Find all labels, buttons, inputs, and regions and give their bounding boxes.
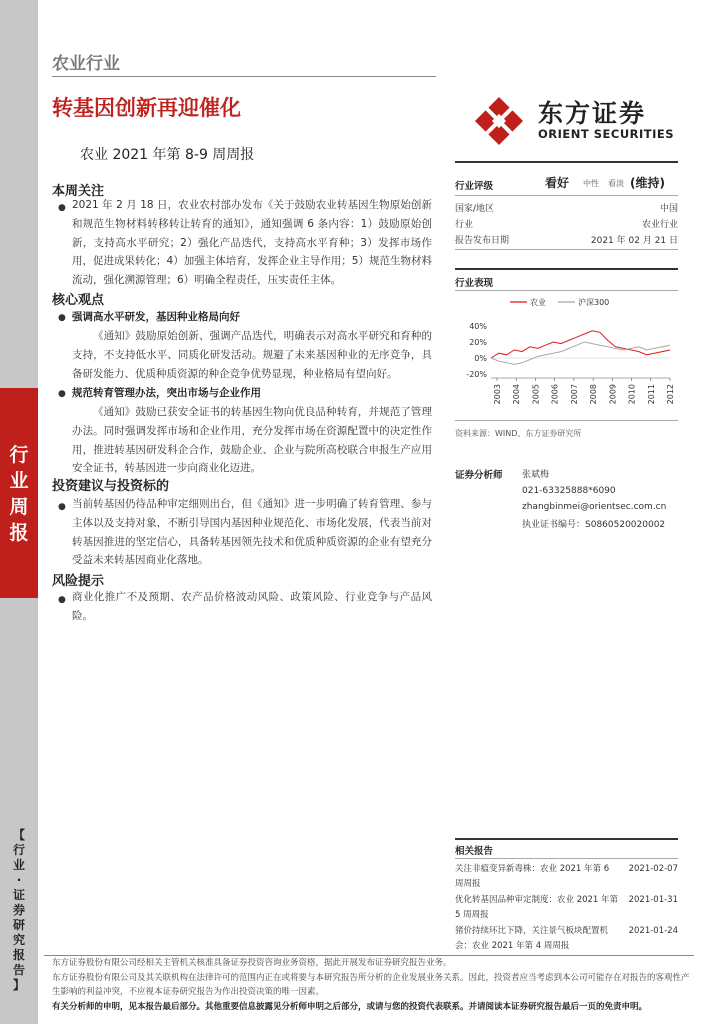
row-value: 中国 xyxy=(659,204,678,214)
y-tick-label: 40% xyxy=(469,322,487,331)
vertical-sub-char: 究 xyxy=(12,933,25,947)
rating-top-rule xyxy=(455,161,678,163)
x-tick-label: 2012 xyxy=(666,384,675,405)
vertical-sub-char: 研 xyxy=(12,918,25,932)
analyst-email[interactable]: zhangbinmei@orientsec.com.cn xyxy=(522,502,667,512)
x-tick-label: 2009 xyxy=(608,384,618,405)
related-item-title[interactable]: 猪价持续环比下降，关注景气板块配置机会：农业 2021 年第 4 周周报 xyxy=(455,926,609,951)
side-strip-top xyxy=(0,0,38,388)
vertical-report-category xyxy=(2,828,36,993)
rating-divider xyxy=(455,195,678,196)
page-subtitle: 农业 2021 年第 8-9 周周报 xyxy=(80,147,255,163)
related-top-rule xyxy=(455,838,678,840)
rating-maintain: (维持) xyxy=(630,176,665,190)
invest-text: 当前转基因仍待品种审定细则出台，但《通知》进一步明确了转育管理、参与主体以及支持对象，不断引导国内基因种业规范化、市场化发展，代表当前对转基因推进的坚定信心，具备转基因领先技术和优质种质资源的企业有望充分受益未来转基因商业化落地。 xyxy=(72,498,432,567)
analyst-cert: 执业证书编号：S0860520020002 xyxy=(522,520,666,530)
series-line xyxy=(491,331,670,358)
logo-name-en: ORIENT SECURITIES xyxy=(538,127,675,141)
related-item-date: 2021-01-31 xyxy=(628,895,678,905)
row-value: 农业行业 xyxy=(641,220,678,230)
vertical-sub-char: 【 xyxy=(12,828,25,842)
y-tick-label: 20% xyxy=(469,338,487,347)
x-tick-label: 2008 xyxy=(589,384,599,405)
x-tick-label: 2004 xyxy=(512,384,522,405)
bullet-dot: ● xyxy=(58,389,66,399)
bullet-dot: ● xyxy=(58,502,66,512)
x-tick-label: 2005 xyxy=(531,384,541,405)
core-point1-title: 强调高水平研发，基因种业格局向好 xyxy=(72,311,240,323)
vertical-char: 周 xyxy=(9,496,29,518)
related-item-title[interactable]: 优化转基因品种审定制度：农业 2021 年第 5 周周报 xyxy=(455,895,619,920)
row-value: 2021 年 02 月 21 日 xyxy=(590,236,678,246)
analyst-name: 张斌梅 xyxy=(522,470,550,480)
rating-bearish: 看淡 xyxy=(608,179,624,188)
vertical-char: 行 xyxy=(9,444,29,466)
core-point1-text: 《通知》鼓励原始创新、强调产品迭代，明确表示对高水平研究和育种的支持，不支持低水平、同质化研发活动。规避了未来基因种业的无序竞争，具备研发能力、优质种质资源的种企竞争优势显现，种业格局有望向好。 xyxy=(72,330,432,380)
section-week-focus: 本周关注 xyxy=(52,184,105,199)
chart-bottom-rule xyxy=(455,420,678,421)
vertical-char: 报 xyxy=(9,522,29,544)
related-item-title[interactable]: 关注非瘟变异新毒株：农业 2021 年第 6 周周报 xyxy=(455,864,610,889)
x-tick-label: 2010 xyxy=(627,384,637,405)
week-focus-text: 2021 年 2 月 18 日，农业农村部办发布《关于鼓励农业转基因生物原始创新和规范生物材料转移转让转育的通知》，通知强调 6 条内容：1）鼓励原始创新，支持高水平研究；2）强化产品迭代，支持高水平育种；3）发挥市场作用，促进成果转化；4）加强主体培育，发挥企业主导作用；5）规范生物材料流动，强化溯源管理；6）明确全程责任，压实责任主体。 xyxy=(72,199,432,287)
x-tick-label: 2007 xyxy=(569,384,579,405)
rating-current: 看好 xyxy=(545,176,570,190)
analyst-phone: 021-63325888*6090 xyxy=(522,486,616,496)
rating-label: 行业评级 xyxy=(455,181,494,192)
row-key: 行业 xyxy=(455,220,474,230)
logo-name-cn: 东方证券 xyxy=(538,99,647,128)
vertical-report-type xyxy=(0,442,38,546)
legend-label: 农业 xyxy=(530,298,546,307)
analyst-label: 证券分析师 xyxy=(455,470,503,481)
vertical-sub-char: 券 xyxy=(12,903,25,917)
section-core-view: 核心观点 xyxy=(52,293,105,308)
performance-top-rule xyxy=(455,268,678,270)
core-point2-title: 规范转育管理办法，突出市场与企业作用 xyxy=(72,387,261,399)
x-tick-label: 2003 xyxy=(493,384,502,405)
bullet-dot: ● xyxy=(58,203,66,213)
related-rule xyxy=(455,858,678,859)
chart-source: 资料来源：WIND、东方证券研究所 xyxy=(455,429,582,438)
vertical-sub-char: · xyxy=(16,873,22,887)
core-point2-text: 《通知》鼓励已获安全证书的转基因生物向优良品种转育，并规范了管理办法。同时强调发挥市场和企业作用，充分发挥市场在资源配置中的决定性作用，推进转基因研发科企合作，鼓励企业、企业与院所高校联合申报生产应用安全证书，转基因进一步向商业化迈进。 xyxy=(72,406,432,475)
section-invest: 投资建议与投资标的 xyxy=(52,479,170,494)
vertical-sub-char: 证 xyxy=(12,888,25,902)
y-tick-label: 0% xyxy=(474,354,487,363)
vertical-sub-char: 报 xyxy=(12,948,25,962)
related-item-date: 2021-01-24 xyxy=(628,926,678,936)
row-key: 报告发布日期 xyxy=(455,236,510,246)
vertical-sub-char: 行 xyxy=(12,843,25,857)
footer-disclaimer-2: 东方证券股份有限公司及其关联机构在法律许可的范围内正在或将要与本研究报告所分析的企业发展业务关系。因此，投资者应当考虑到本公司可能存在对报告的客观性产生影响的利益冲突，不应视本证券研究报告为作出投资决策的唯一因素。 xyxy=(52,973,690,997)
row-key: 国家/地区 xyxy=(455,204,495,214)
footer-disclaimer-1: 东方证券股份有限公司经相关主管机关核准具备证券投资咨询业务资格，据此开展发布证券研究报告业务。 xyxy=(52,958,452,968)
sector-label: 农业行业 xyxy=(52,54,120,74)
vertical-sub-char: 告 xyxy=(12,963,25,977)
y-tick-label: -20% xyxy=(466,370,487,379)
orient-logo-icon xyxy=(470,92,528,150)
x-tick-label: 2011 xyxy=(646,384,656,405)
page-title: 转基因创新再迎催化 xyxy=(52,96,241,120)
rating-bottom-rule xyxy=(455,249,678,250)
x-tick-label: 2006 xyxy=(550,384,560,405)
header-divider xyxy=(52,76,436,77)
related-title: 相关报告 xyxy=(455,846,494,857)
section-risk: 风险提示 xyxy=(52,574,105,589)
vertical-sub-char: 业 xyxy=(12,858,25,872)
bullet-dot: ● xyxy=(58,595,66,605)
performance-title: 行业表现 xyxy=(455,278,494,289)
vertical-char: 业 xyxy=(9,470,29,492)
bullet-dot: ● xyxy=(58,313,66,323)
related-item-date: 2021-02-07 xyxy=(628,864,678,874)
performance-chart xyxy=(455,292,678,420)
legend-label: 沪深300 xyxy=(578,298,610,307)
footer-disclaimer-3: 有关分析师的申明，见本报告最后部分。其他重要信息披露见分析师申明之后部分，或请与您的投资代表联系。并请阅读本证券研究报告最后一页的免责申明。 xyxy=(52,1002,648,1012)
rating-neutral: 中性 xyxy=(583,179,599,188)
risk-text: 商业化推广不及预期、农产品价格波动风险、政策风险、行业竞争与产品风险。 xyxy=(72,591,432,622)
performance-rule xyxy=(455,290,678,291)
vertical-sub-char: 】 xyxy=(12,978,25,992)
